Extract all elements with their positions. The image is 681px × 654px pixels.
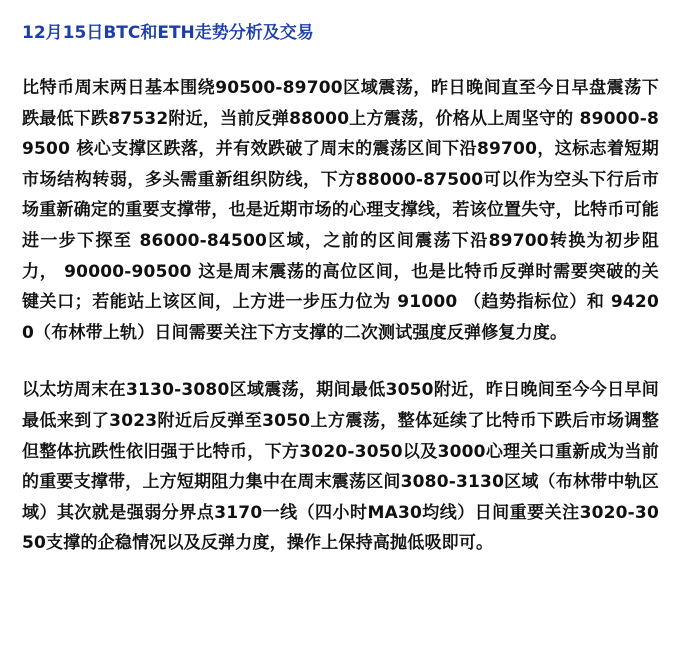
btc-analysis-paragraph: 比特币周末两日基本围绕90500-89700区域震荡，昨日晚间直至今日早盘震荡下跌最低下跌87532附近，当前反弹88000上方震荡，价格从上周坚守的 89000-89500 核心支撑区跌落，并有效跌破了周末的震荡区间下沿89700，这标志着短期市场结构转弱，多头需重新组织防线，下方88000-87500可以作为空头下行后市场重新确定的重要支撑带，也是近期市场的心理支撑线，若该位置失守，比特币可能进一步下探至 86000-84500区域，之前的区间震荡下沿89700转换为初步阻力， 90000-90500 这是周末震荡的高位区间，也是比特币反弹时需要突破的关键关口；若能站上该区间，上方进一步压力位为 91000 （趋势指标位）和 94200（布林带上轨）日间需要关注下方支撑的二次测试强度反弹修复力度。 bbox=[22, 78, 659, 343]
eth-analysis-paragraph: 以太坊周末在3130-3080区域震荡，期间最低3050附近，昨日晚间至今今日早间最低来到了3023附近后反弹至3050上方震荡，整体延续了比特币下跌后市场调整但整体抗跌性依旧强于比特币，下方3020-3050以及3000心理关口重新成为当前的重要支撑带，上方短期阻力集中在周末震荡区间3080-3130区域（布林带中轨区域）其次就是强弱分界点3170一线（四小时MA30均线）日间重要关注3020-3050支撑的企稳情况以及反弹力度，操作上保持高抛低吸即可。 bbox=[22, 380, 659, 554]
article-title: 12月15日BTC和ETH走势分析及交易 bbox=[22, 23, 314, 43]
